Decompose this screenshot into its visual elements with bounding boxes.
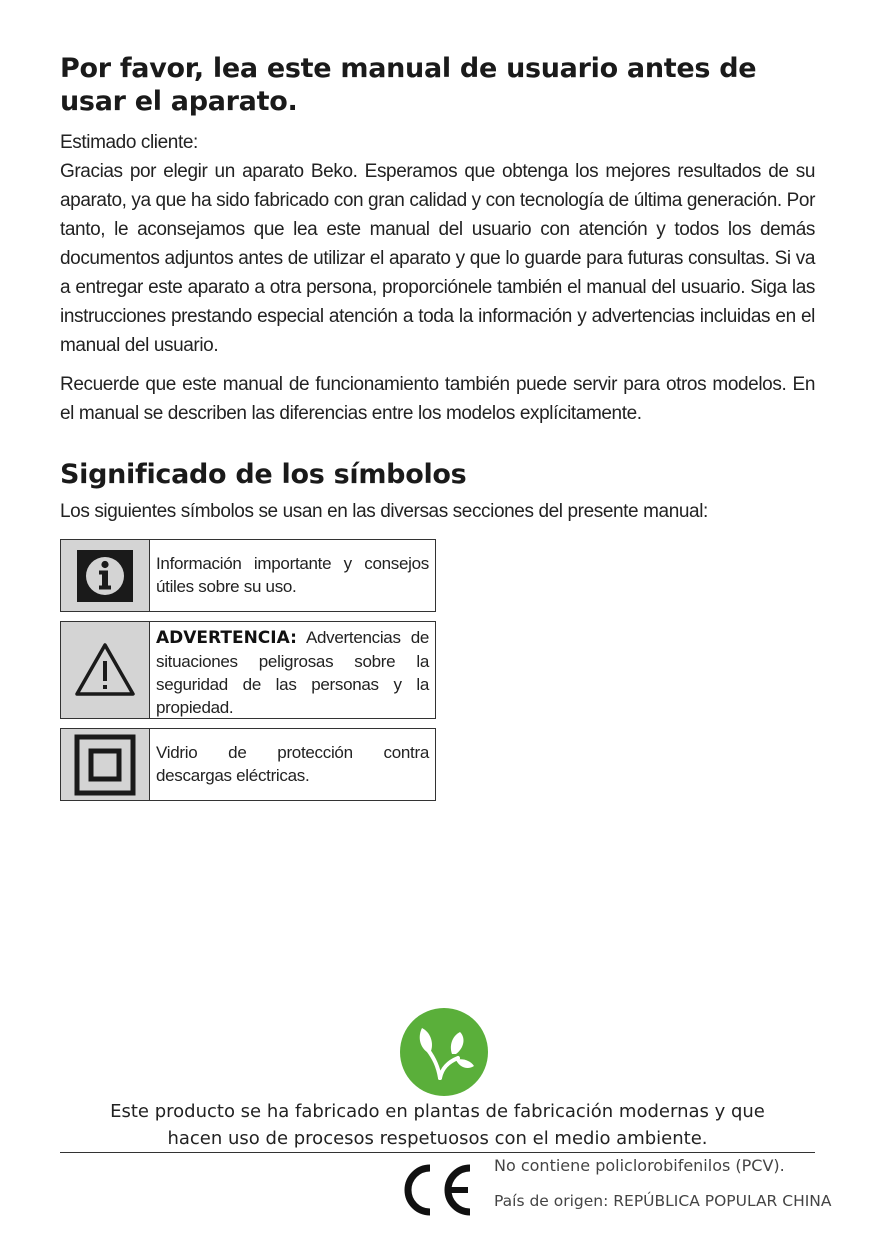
symbol-warning-text [150,622,435,718]
eco-line-2: hacen uso de procesos respetuosos con el medio ambiente. [167,1128,708,1149]
warning-label: ADVERTENCIA: [156,628,297,648]
manual-page [60,52,815,810]
info-icon [61,540,150,611]
eco-line-1: Este producto se ha fabricado en plantas de fabricación modernas y que [110,1101,765,1122]
page-title: Por favor, lea este manual de usuario antes de usar el aparato. [60,53,757,117]
section-title-symbols: Significado de los símbolos [60,459,467,490]
pcb-note: No contiene policlorobifenilos (PCV). [494,1156,785,1175]
symbols-table [60,539,436,801]
eco-statement [60,1098,815,1152]
footer-divider [60,1152,815,1153]
ce-mark-icon [398,1162,476,1223]
symbol-row-insulation [60,728,436,801]
warning-description: Advertencias de situaciones peligrosas sobre la seguridad de las personas y la propiedad. [156,628,429,717]
double-insulation-icon [61,729,150,800]
symbol-row-info [60,539,436,612]
leaf-icon [400,1008,488,1101]
intro-paragraph-1: Gracias por elegir un aparato Beko. Esperamos que obtenga los mejores resultados de su aparato, ya que ha sido fabricado con gran calidad y con tecnología de última generación. Por tanto, le aconsejamos que lea este manual del usuario con atención y todos los demás documentos adjuntos antes de utilizar el aparato y que lo guarde para futuras consultas. Si va a entregar este aparato a otra persona, proporciónele también el manual del usuario. Siga las instrucciones prestando especial atención a toda la información y advertencias incluidas en el manual del usuario. [60,161,815,356]
warning-icon [61,622,150,718]
symbol-row-warning [60,621,436,719]
symbol-info-text: Información importante y consejos útiles sobre su uso. [156,554,429,596]
symbol-insulation-text: Vidrio de protección contra descargas eléctricas. [156,743,429,785]
intro-paragraph-2: Recuerde que este manual de funcionamiento también puede servir para otros modelos. En el manual se describen las diferencias entre los modelos explícitamente. [60,374,815,424]
greeting: Estimado cliente: [60,132,198,153]
country-of-origin: País de origen: REPÚBLICA POPULAR CHINA [494,1192,832,1210]
symbols-intro: Los siguientes símbolos se usan en las diversas secciones del presente manual: [60,501,708,522]
